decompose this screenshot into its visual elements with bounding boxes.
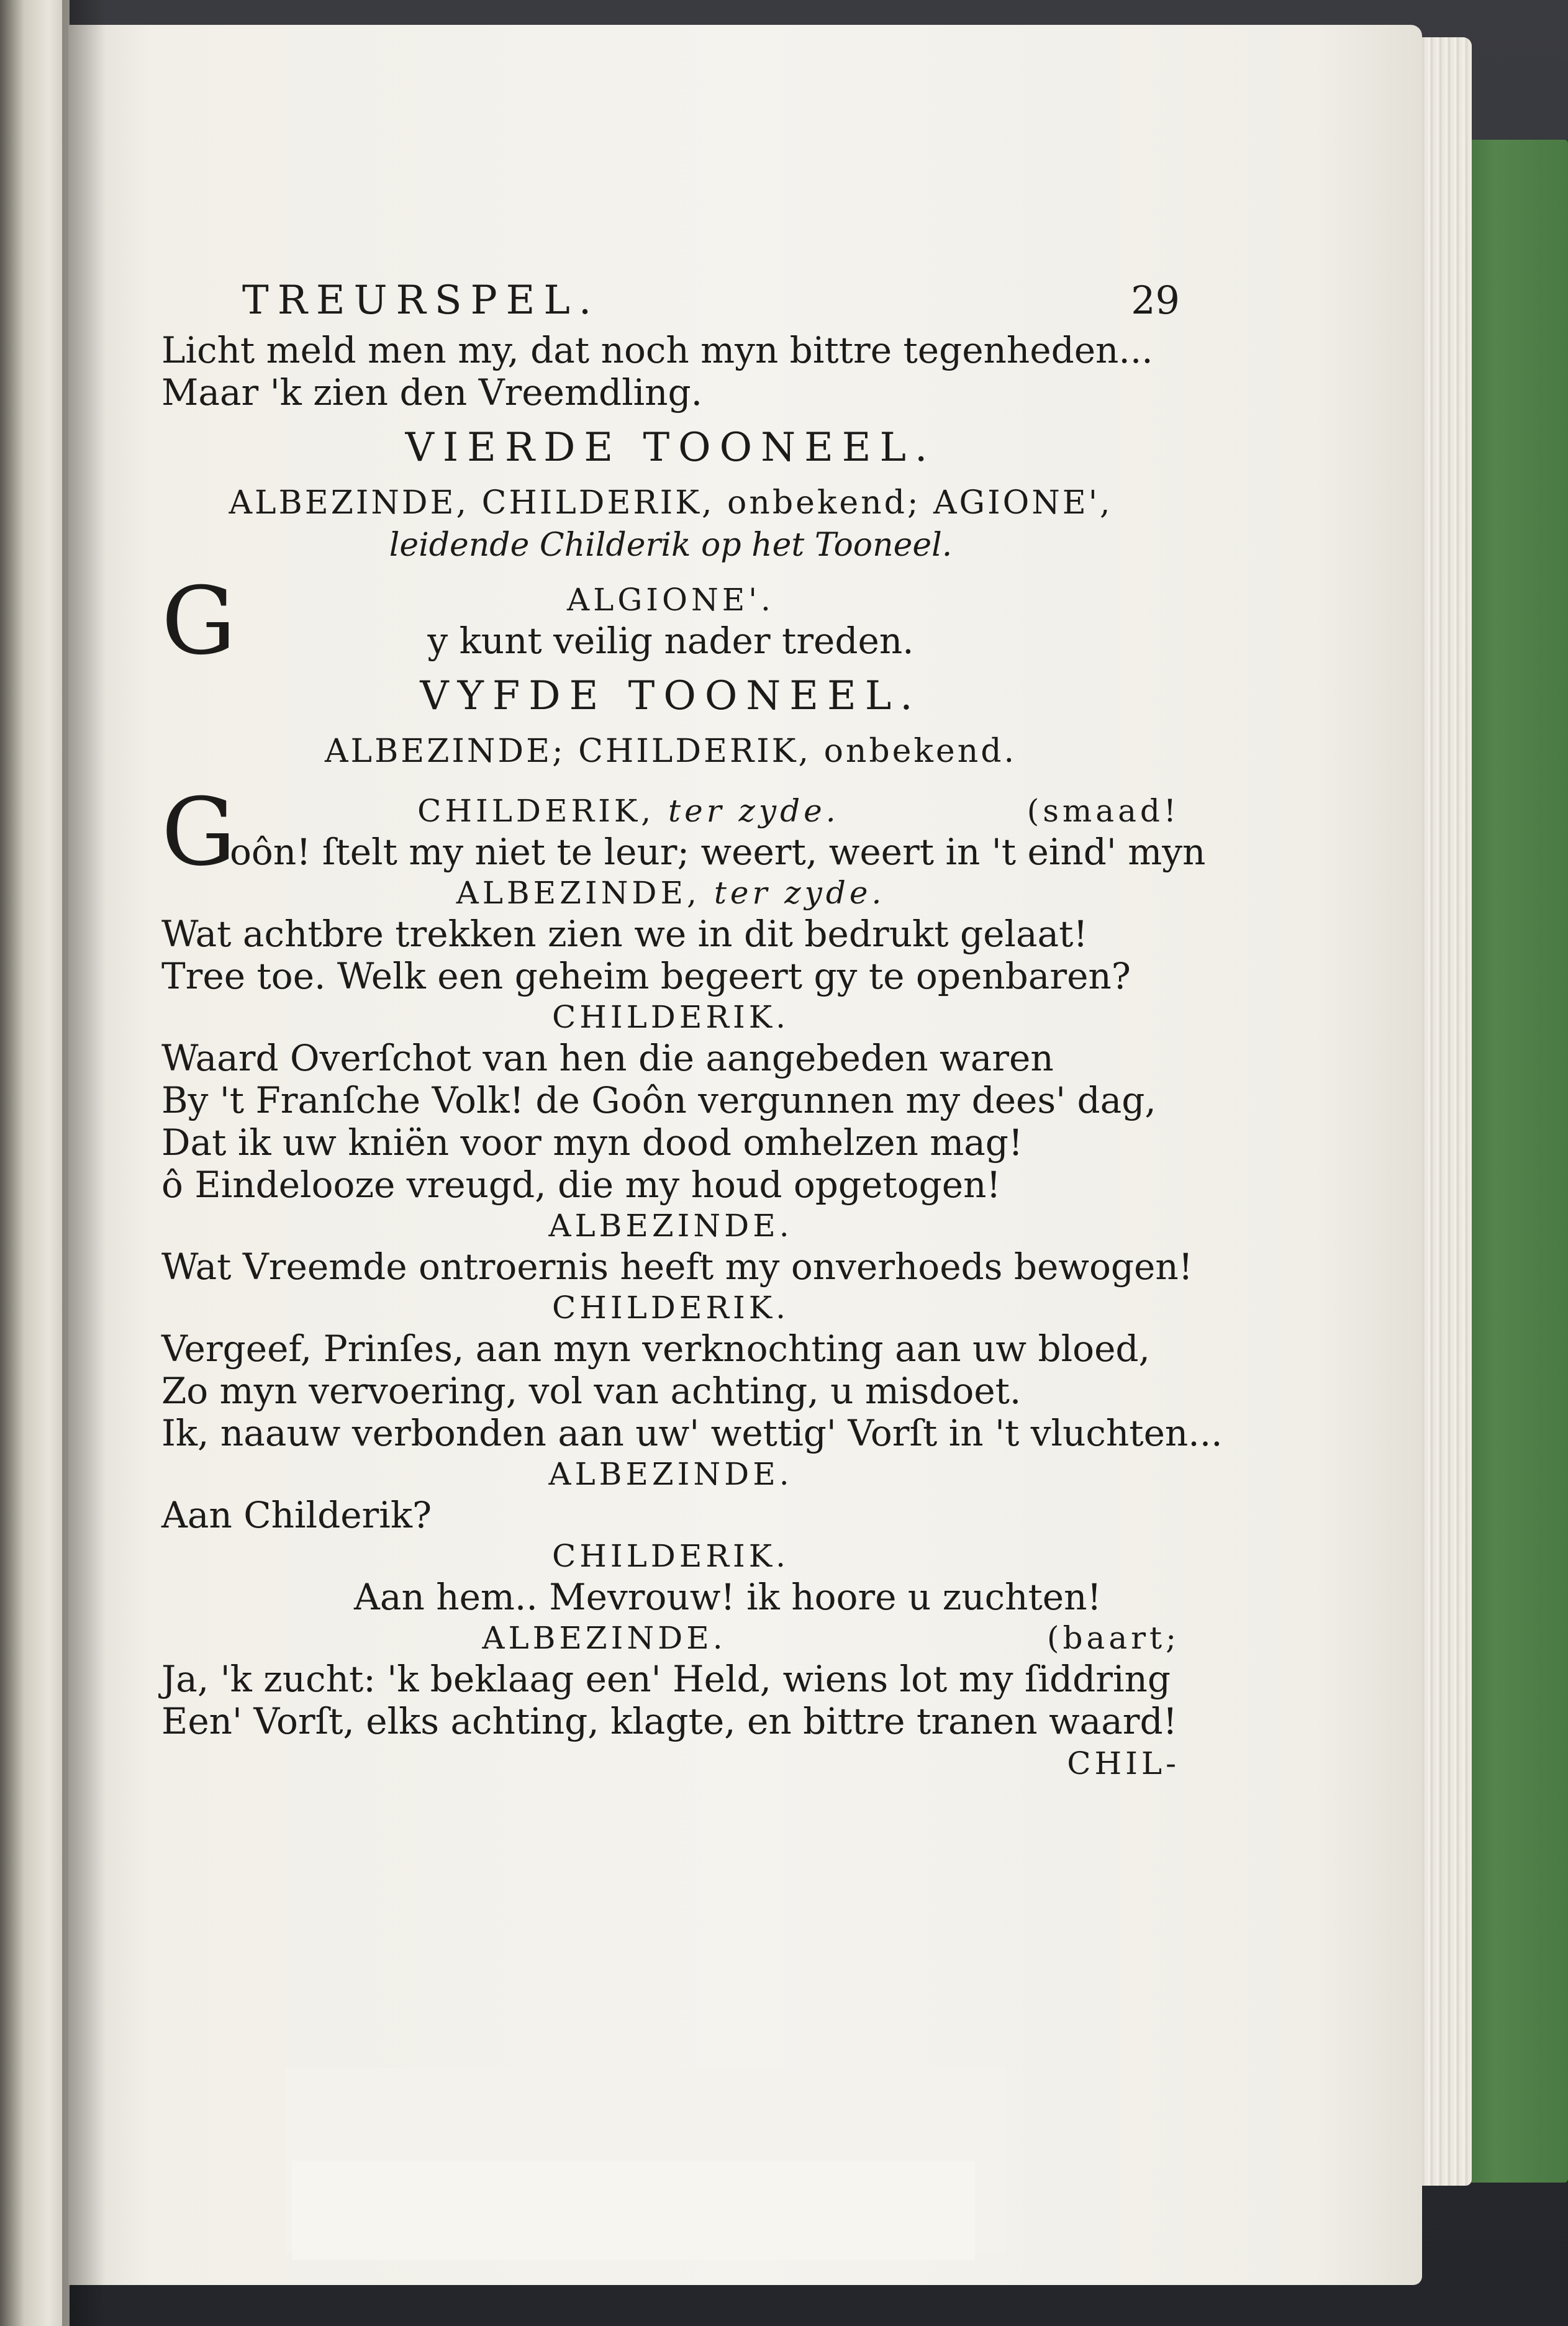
verse-line: Tree toe. Welk een geheim begeert gy te openbaren? — [161, 955, 1131, 997]
speaker-name: CHILDERIK. — [551, 999, 790, 1035]
verse-line: Waard Overſchot van hen die aangebeden waren — [161, 1037, 1054, 1079]
running-head — [161, 279, 1180, 329]
verse-line: By 't Franſche Volk! de Goôn vergunnen my dees' dag, — [161, 1079, 1156, 1121]
speaker-name: ALBEZINDE. — [548, 1208, 793, 1244]
speaker-line — [161, 791, 1180, 831]
speaker-name: CHILDERIK. — [551, 1290, 790, 1326]
scene-title-5: VYFDE TOONEEL. — [420, 673, 922, 719]
verse-line: Zo myn vervoering, vol van achting, u misdoet. — [161, 1370, 1022, 1412]
drop-capital: G — [161, 779, 236, 887]
verse-line: oôn! ſtelt my niet te leur; weert, weert in 't eind' myn — [230, 831, 1206, 873]
catchword: CHIL- — [1067, 1745, 1180, 1781]
verse-line: Vergeef, Prinſes, aan myn verknochting aan uw bloed, — [161, 1328, 1150, 1370]
dropcap-block — [161, 779, 1206, 887]
book-page — [68, 25, 1422, 2285]
speaker-name: ALBEZINDE. — [482, 1620, 727, 1656]
verse-line: Licht meld men my, dat noch myn bittre tegenheden... — [161, 329, 1153, 371]
dramatis-personae-4: ALBEZINDE, CHILDERIK, onbekend; AGIONE', — [229, 484, 1113, 522]
verse-line: Ik, naauw verbonden aan uw' wettig' Vorſt in 't vluchten... — [161, 1412, 1223, 1454]
dramatis-personae-5: ALBEZINDE; CHILDERIK, onbekend. — [324, 733, 1017, 770]
speaker-name: CHILDERIK, — [417, 793, 655, 829]
verse-line: Wat achtbre trekken zien we in dit bedrukt gelaat! — [161, 913, 1088, 955]
verse-line: Aan hem.. Mevrouw! ik hoore u zuchten! — [354, 1576, 1102, 1618]
stage-direction: leidende Childerik op het Tooneel. — [389, 527, 953, 564]
turnover-word: (smaad! — [1026, 793, 1180, 829]
turnover-word: (baart; — [1047, 1620, 1180, 1656]
stage-direction: ter zyde. — [714, 875, 886, 911]
verse-line: Maar 'k zien den Vreemdling. — [161, 371, 703, 414]
page-text — [161, 278, 1223, 1785]
verse-line: ô Eindelooze vreugd, die my houd opgetogen! — [161, 1164, 1001, 1206]
verse-line: Een' Vorſt, elks achting, klagte, en bittre tranen waard! — [161, 1700, 1177, 1742]
spine-shadow — [62, 0, 106, 2326]
speaker-name: CHILDERIK. — [551, 1538, 790, 1574]
running-head-title: TREURSPEL. — [242, 278, 600, 324]
verse-line: Dat ik uw kniën voor myn dood omhelzen mag! — [161, 1121, 1023, 1164]
dropcap-block — [161, 568, 1180, 676]
verse-line: y kunt veilig nader treden. — [427, 620, 914, 662]
verse-line: Ja, 'k zucht: 'k beklaag een' Held, wiens lot my ſiddring — [161, 1658, 1171, 1700]
drop-capital: G — [161, 568, 236, 676]
stage-direction: ter zyde. — [668, 793, 840, 829]
speaker-name: ALBEZINDE, — [456, 875, 700, 911]
blank-patch — [292, 2161, 975, 2260]
scene-title-4: VIERDE TOONEEL. — [405, 425, 936, 471]
speaker-line — [161, 1618, 1180, 1658]
speaker-line — [161, 873, 1180, 913]
facing-page-edge — [0, 0, 70, 2326]
verse-line: Wat Vreemde ontroernis heeft my onverhoeds bewogen! — [161, 1246, 1193, 1288]
speaker-name: ALBEZINDE. — [548, 1456, 793, 1492]
speaker-name: ALGIONE'. — [567, 582, 774, 618]
verse-line: Aan Childerik? — [161, 1494, 432, 1536]
page-number: 29 — [1131, 278, 1180, 323]
